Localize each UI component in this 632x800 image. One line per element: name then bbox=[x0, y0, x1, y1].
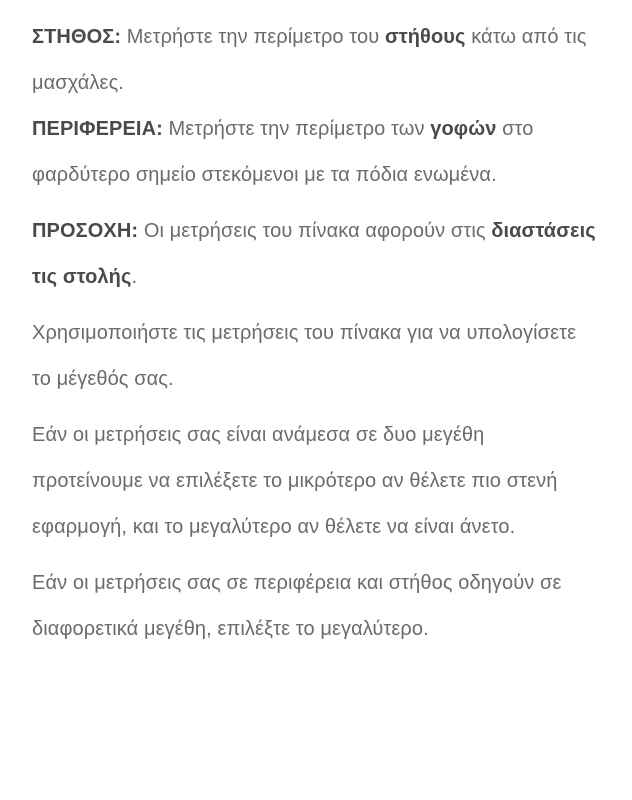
chest-text-after: κάτω από τις μασχάλες. bbox=[32, 26, 587, 94]
usage-paragraph: Χρησιμοποιήστε τις μετρήσεις του πίνακα για να υπολογίσετε το μέγεθός σας. bbox=[32, 322, 577, 390]
hips-strong: γοφών bbox=[430, 118, 497, 140]
chest-strong: στήθους bbox=[384, 26, 466, 48]
hips-label: ΠΕΡΙΦΕΡΕΙΑ: bbox=[32, 118, 163, 140]
hips-instruction bbox=[32, 106, 600, 198]
chest-text-before: Μετρήστε την περίμετρο του bbox=[121, 26, 385, 48]
hips-text-before: Μετρήστε την περίμετρο των bbox=[162, 118, 431, 140]
notice-paragraph bbox=[32, 208, 600, 300]
notice-text-after: . bbox=[131, 266, 138, 288]
chest-label: ΣΤΗΘΟΣ: bbox=[32, 26, 122, 48]
chest-instruction bbox=[32, 14, 600, 106]
hips-text-after: στο φαρδύτερο σημείο στεκόμενοι με τα πόδια ενωμένα. bbox=[32, 118, 534, 186]
notice-label: ΠΡΟΣΟΧΗ: bbox=[32, 220, 139, 242]
notice-strong: διαστάσεις τις στολής bbox=[32, 220, 596, 288]
notice-text-before: Οι μετρήσεις του πίνακα αφορούν στις bbox=[138, 220, 492, 242]
different-sizes-paragraph: Εάν οι μετρήσεις σας σε περιφέρεια και στήθος οδηγούν σε διαφορετικά μεγέθη, επιλέξτε το μεγαλύτερο. bbox=[32, 572, 562, 640]
between-sizes-paragraph: Εάν οι μετρήσεις σας είναι ανάμεσα σε δυο μεγέθη προτείνουμε να επιλέξετε το μικρότερο αν θέλετε πιο στενή εφαρμογή, και το μεγαλύτερο αν θέλετε να είναι άνετο. bbox=[32, 424, 558, 538]
